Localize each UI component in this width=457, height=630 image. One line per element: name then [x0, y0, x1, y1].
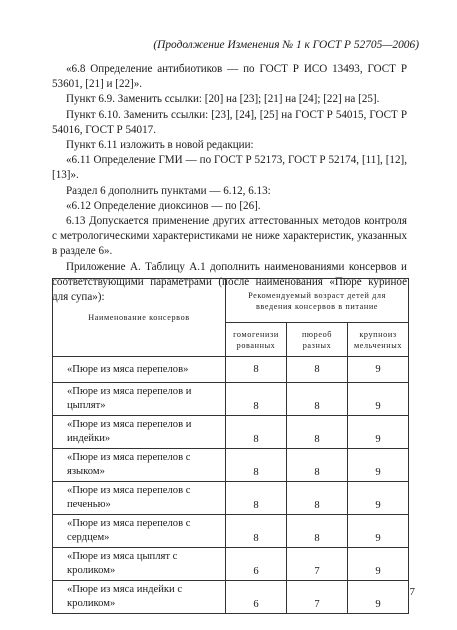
cell-value: 9: [348, 581, 409, 614]
table-row: [53, 449, 409, 482]
row-name: «Пюре из мяса перепелов и цыплят»: [53, 383, 226, 416]
paragraph: Пункт 6.9. Заменить ссылки: [20] на [23]; [21] на [24]; [22] на [25].: [66, 93, 380, 106]
cell-value: 8: [287, 515, 348, 548]
cell-value: 8: [226, 357, 287, 383]
table-row: [53, 383, 409, 416]
cell-value: 8: [226, 383, 287, 416]
cell-value: 9: [348, 416, 409, 449]
cell-value: 9: [348, 515, 409, 548]
paragraph: «6.11 Определение ГМИ — по ГОСТ Р 52173, ГОСТ Р 52174, [11], [12], [13]».: [52, 154, 407, 182]
paragraph: Приложение А. Таблицу А.1 дополнить наименованиями консервов и соответствующими параметрами (после наименования «Пюре куриное для супа»):: [52, 260, 407, 304]
header-name: Наименование консервов: [53, 279, 226, 357]
row-name: «Пюре из мяса перепелов с сердцем»: [53, 515, 226, 548]
cell-value: 8: [287, 416, 348, 449]
paragraph: Пункт 6.11 изложить в новой редакции:: [66, 139, 254, 152]
column-header: крупноиз мельченных: [348, 323, 409, 357]
cell-value: 9: [348, 482, 409, 515]
table-row: [53, 581, 409, 614]
row-name: «Пюре из мяса индейки с кроликом»: [53, 581, 226, 614]
paragraph: 6.13 Допускается применение других аттестованных методов контроля с метрологическими характеристиками не ниже характеристик, указанных в разделе 6».: [52, 215, 407, 258]
cell-value: 8: [287, 482, 348, 515]
table-row: [53, 416, 409, 449]
body-text: [52, 62, 407, 305]
paragraph: «6.12 Определение диоксинов — по [26].: [66, 199, 261, 212]
cell-value: 8: [226, 449, 287, 482]
cell-value: 7: [287, 548, 348, 581]
header-age-group: Рекомендуемый возраст детей для введения консервов в питание: [226, 279, 409, 323]
cell-value: 6: [226, 548, 287, 581]
cell-value: 9: [348, 449, 409, 482]
cell-value: 8: [226, 482, 287, 515]
paragraph: «6.8 Определение антибиотиков — по ГОСТ Р ИСО 13493, ГОСТ Р 53601, [21] и [22]».: [52, 63, 407, 91]
cell-value: 8: [287, 357, 348, 383]
column-header: пюреоб разных: [287, 323, 348, 357]
canned-food-table: [52, 278, 409, 614]
cell-value: 9: [348, 357, 409, 383]
page-number: 7: [409, 586, 415, 598]
cell-value: 8: [287, 383, 348, 416]
row-name: «Пюре из мяса перепелов с языком»: [53, 449, 226, 482]
row-name: «Пюре из мяса перепелов с печенью»: [53, 482, 226, 515]
cell-value: 8: [226, 515, 287, 548]
table-row: [53, 548, 409, 581]
cell-value: 8: [226, 416, 287, 449]
column-header: гомогенизи рованных: [226, 323, 287, 357]
running-head: (Продолжение Изменения № 1 к ГОСТ Р 52705—2006): [153, 39, 419, 51]
table-row: [53, 515, 409, 548]
paragraph: Пункт 6.10. Заменить ссылки: [23], [24], [25] на ГОСТ Р 54015, ГОСТ Р 54016, ГОСТ Р 54017.: [52, 108, 407, 136]
row-name: «Пюре из мяса перепелов»: [53, 357, 226, 383]
cell-value: 9: [348, 383, 409, 416]
cell-value: 8: [287, 449, 348, 482]
row-name: «Пюре из мяса цыплят с кроликом»: [53, 548, 226, 581]
table-row: [53, 357, 409, 383]
cell-value: 6: [226, 581, 287, 614]
table-row: [53, 482, 409, 515]
paragraph: Раздел 6 дополнить пунктами — 6.12, 6.13:: [66, 184, 271, 197]
cell-value: 7: [287, 581, 348, 614]
row-name: «Пюре из мяса перепелов и индейки»: [53, 416, 226, 449]
cell-value: 9: [348, 548, 409, 581]
